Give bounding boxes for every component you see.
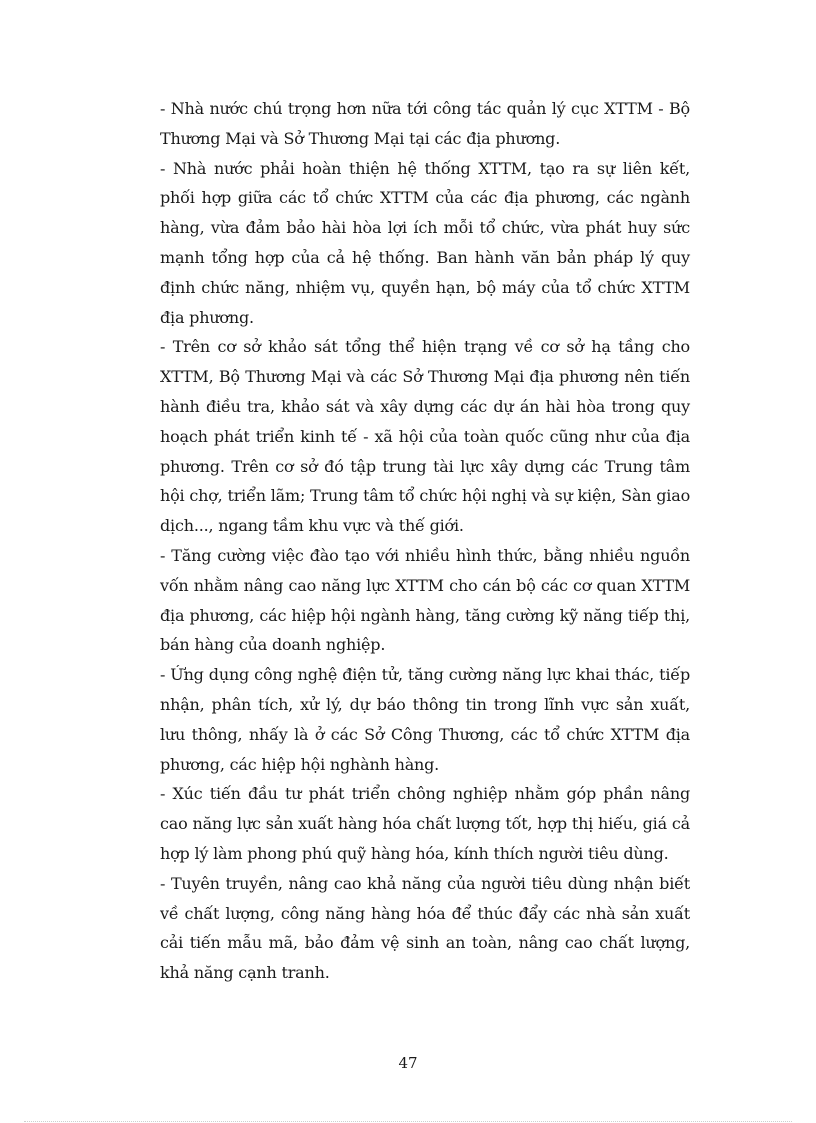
- paragraph: - Xúc tiến đầu tư phát triển chông nghiệp nhằm góp phần nâng cao năng lực sản xuất hàng hóa chất lượng tốt, hợp thị hiếu, giá cả hợp lý làm phong phú quỹ hàng hóa, kính thích người tiêu dùng.: [160, 784, 690, 863]
- page-bottom-divider: [24, 1121, 792, 1122]
- paragraph: - Nhà nước phải hoàn thiện hệ thống XTTM, tạo ra sự liên kết, phối hợp giữa các tổ chức XTTM của các địa phương, các ngành hàng, vừa đảm bảo hài hòa lợi ích mỗi tổ chức, vừa phát huy sức mạnh tổng hợp của cả hệ thống. Ban hành văn bản pháp lý quy định chức năng, nhiệm vụ, quyền hạn, bộ máy của tổ chức XTTM địa phương.: [160, 158, 690, 327]
- paragraph: - Tuyên truyền, nâng cao khả năng của người tiêu dùng nhận biết về chất lượng, công năng hàng hóa để thúc đẩy các nhà sản xuất cải tiến mẫu mã, bảo đảm vệ sinh an toàn, nâng cao chất lượng, khả năng cạnh tranh.: [160, 873, 690, 983]
- paragraph: - Ứng dụng công nghệ điện tử, tăng cường năng lực khai thác, tiếp nhận, phân tích, xử lý, dự báo thông tin trong lĩnh vực sản xuất, lưu thông, nhấy là ở các Sở Công Thương, các tổ chức XTTM địa phương, các hiệp hội nghành hàng.: [160, 665, 690, 774]
- body-text: [160, 94, 690, 988]
- paragraph: - Trên cơ sở khảo sát tổng thể hiện trạng về cơ sở hạ tầng cho XTTM, Bộ Thương Mại và các Sở Thương Mại địa phương nên tiến hành điều tra, khảo sát và xây dựng các dự án hài hòa trong quy hoạch phát triển kinh tế - xã hội của toàn quốc cũng như của địa phương. Trên cơ sở đó tập trung tài lực xây dựng các Trung tâm hội chợ, triển lãm; Trung tâm tổ chức hội nghị và sự kiện, Sàn giao dịch..., ngang tầm khu vực và thế giới.: [160, 337, 690, 536]
- paragraph: - Nhà nước chú trọng hơn nữa tới công tác quản lý cục XTTM - Bộ Thương Mại và Sở Thương Mại tại các địa phương.: [160, 99, 690, 148]
- page-number: 47: [398, 1054, 418, 1072]
- paragraph: - Tăng cường việc đào tạo với nhiều hình thức, bằng nhiều nguồn vốn nhằm nâng cao năng lực XTTM cho cán bộ các cơ quan XTTM địa phương, các hiệp hội ngành hàng, tăng cường kỹ năng tiếp thị, bán hàng của doanh nghiệp.: [160, 545, 690, 655]
